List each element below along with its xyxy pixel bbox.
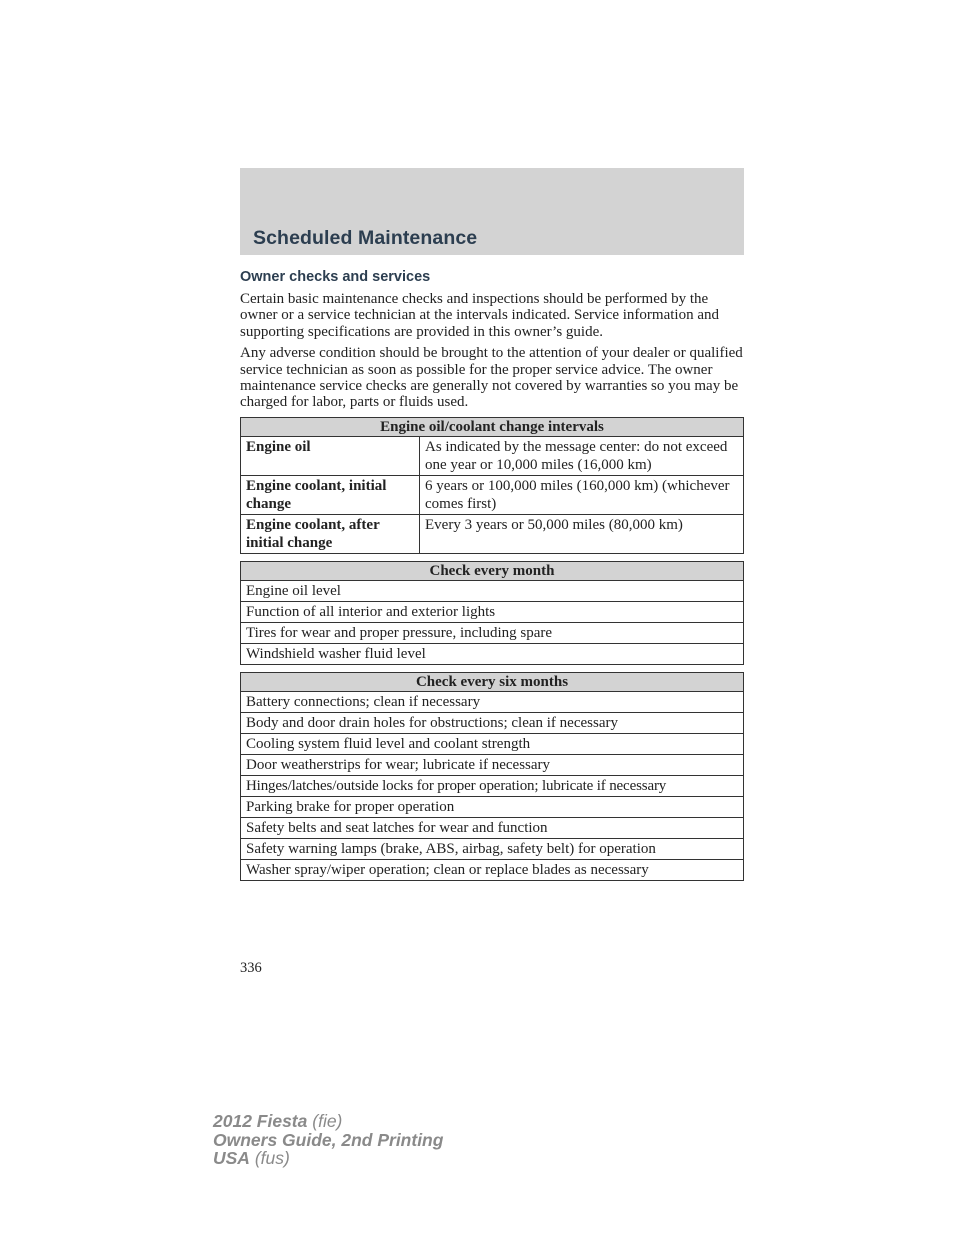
table-row (241, 436, 744, 475)
section-header-band (240, 168, 744, 255)
table-row (241, 643, 744, 664)
footer-market-code: (fus) (254, 1148, 290, 1168)
check-item: Washer spray/wiper operation; clean or replace blades as necessary (241, 859, 744, 880)
six-month-checks-table (240, 672, 744, 881)
check-item: Door weatherstrips for wear; lubricate if necessary (241, 754, 744, 775)
table-row (241, 775, 744, 796)
monthly-checks-table (240, 561, 744, 665)
check-item: Safety belts and seat latches for wear and function (241, 817, 744, 838)
check-item: Hinges/latches/outside locks for proper operation; lubricate if necessary (241, 775, 744, 796)
check-item: Body and door drain holes for obstructions; clean if necessary (241, 712, 744, 733)
table-row (241, 601, 744, 622)
check-item: Tires for wear and proper pressure, including spare (241, 622, 744, 643)
footer-market: USA (213, 1148, 250, 1168)
table-row (241, 691, 744, 712)
table-row (241, 859, 744, 880)
table-row (241, 514, 744, 553)
table-row (241, 796, 744, 817)
footer-model: 2012 Fiesta (213, 1111, 308, 1131)
table-row (241, 733, 744, 754)
check-item: Cooling system fluid level and coolant strength (241, 733, 744, 754)
interval-item: Engine coolant, after initial change (241, 514, 420, 553)
check-item: Parking brake for proper operation (241, 796, 744, 817)
table-row (241, 754, 744, 775)
check-item: Windshield washer fluid level (241, 643, 744, 664)
page-content (240, 267, 744, 881)
check-item: Battery connections; clean if necessary (241, 691, 744, 712)
interval-value: 6 years or 100,000 miles (160,000 km) (whichever comes first) (420, 475, 744, 514)
page-number: 336 (240, 960, 262, 976)
check-item: Safety warning lamps (brake, ABS, airbag, safety belt) for operation (241, 838, 744, 859)
check-item: Engine oil level (241, 580, 744, 601)
table-row (241, 580, 744, 601)
page-title: Scheduled Maintenance (253, 227, 478, 249)
intervals-table (240, 417, 744, 554)
footer-model-code: (fie) (312, 1111, 343, 1131)
table-row (241, 817, 744, 838)
monthly-table-title: Check every month (241, 561, 744, 580)
interval-item: Engine oil (241, 436, 420, 475)
warranty-paragraph: Any adverse condition should be brought to the attention of your dealer or qualified service technician as soon as possible for the proper service advice. The owner maintenance service checks are generally not covered by warranties so you may be charged for labor, parts or fluids used. (240, 345, 743, 411)
section-heading: Owner checks and services (240, 269, 431, 285)
table-row (241, 838, 744, 859)
interval-value: Every 3 years or 50,000 miles (80,000 km) (420, 514, 744, 553)
table-row (241, 712, 744, 733)
footer-guide-edition: Owners Guide, 2nd Printing (213, 1129, 444, 1150)
interval-value: As indicated by the message center: do not exceed one year or 10,000 miles (16,000 km) (420, 436, 744, 475)
intervals-table-title: Engine oil/coolant change intervals (241, 417, 744, 436)
table-row (241, 475, 744, 514)
six-month-table-title: Check every six months (241, 672, 744, 691)
document-footer (213, 1112, 443, 1168)
check-item: Function of all interior and exterior lights (241, 601, 744, 622)
table-row (241, 622, 744, 643)
intro-paragraph: Certain basic maintenance checks and inspections should be performed by the owner or a service technician at the intervals indicated. Service information and supporting specifications are provided in this owner’s guide. (240, 291, 719, 340)
interval-item: Engine coolant, initial change (241, 475, 420, 514)
